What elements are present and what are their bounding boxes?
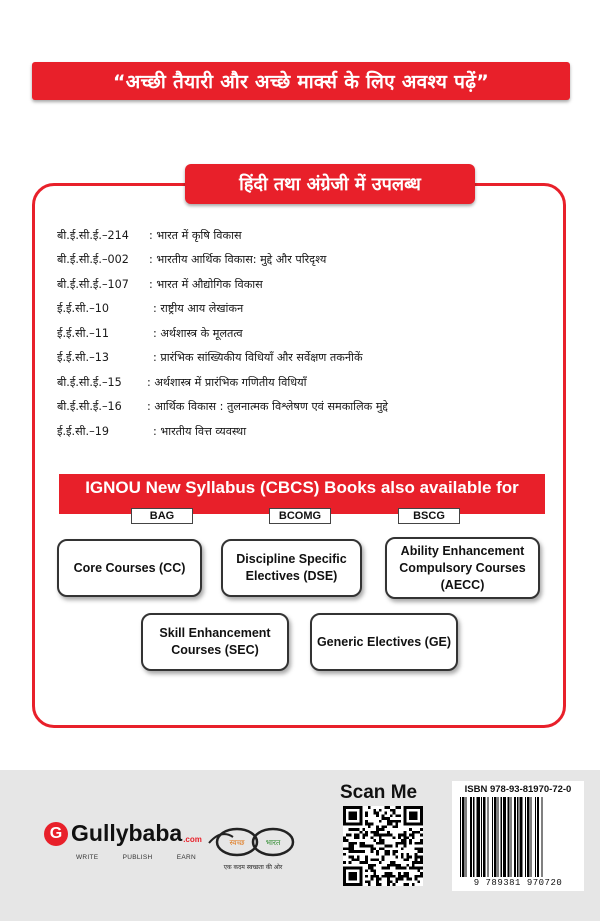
book-code: बी.ई.सी.ई.–15 <box>57 375 122 389</box>
book-title: : भारत में औद्योगिक विकास <box>149 277 263 291</box>
barcode-icon <box>458 797 578 877</box>
tagline-text: “अच्छी तैयारी और अच्छे मार्क्स के लिए अवश्य पढ़ें” <box>112 71 490 93</box>
swachh-right-text: भारत <box>265 838 281 847</box>
swachh-bharat-logo-icon <box>205 815 297 875</box>
book-title: : भारतीय आर्थिक विकास: मुद्दे और परिदृश्य <box>149 253 327 267</box>
gullybaba-g-icon: G <box>44 822 68 846</box>
isbn-digits: 9 789381 970720 <box>473 878 563 888</box>
program-badge-bcomg: BCOMG <box>269 508 331 524</box>
book-item <box>57 248 388 273</box>
isbn-label: ISBN 978-93-81970-72-0 <box>464 784 572 795</box>
brand-taglines <box>76 854 196 861</box>
book-title: : अर्थशास्त्र में प्रारंभिक गणितीय विधियाँ <box>147 375 307 389</box>
book-code: बी.ई.सी.ई.–002 <box>57 253 129 267</box>
swachh-left-text: स्वच्छ <box>229 838 245 847</box>
swachh-motto: एक कदम स्वच्छता की ओर <box>223 864 283 871</box>
available-books-frame <box>32 174 566 728</box>
course-box-cc: Core Courses (CC) <box>57 539 202 597</box>
book-title: : राष्ट्रीय आय लेखांकन <box>153 302 244 316</box>
book-item <box>57 395 388 420</box>
book-code: बी.ई.सी.ई.–107 <box>57 277 129 291</box>
book-code: ई.ई.सी.–10 <box>57 302 109 316</box>
ignou-heading: IGNOU New Syllabus (CBCS) Books also available for <box>59 474 545 514</box>
tagline-earn: EARN <box>176 854 196 861</box>
book-item <box>57 321 388 346</box>
qr-code-icon <box>343 806 423 886</box>
gullybaba-logo <box>44 820 202 847</box>
program-badge-bag: BAG <box>131 508 193 524</box>
book-code: बी.ई.सी.ई.–16 <box>57 400 122 414</box>
course-box-sec: Skill Enhancement Courses (SEC) <box>141 613 289 671</box>
program-badge-bscg: BSCG <box>398 508 460 524</box>
tagline-write: WRITE <box>76 854 99 861</box>
brand-name: Gullybaba <box>71 820 183 846</box>
book-code: ई.ई.सी.–13 <box>57 351 109 365</box>
tagline-publish: PUBLISH <box>122 854 153 861</box>
book-item <box>57 419 388 444</box>
book-title: : आर्थिक विकास : तुलनात्मक विश्लेषण एवं समकालिक मुद्दे <box>147 400 388 414</box>
course-box-aecc: Ability Enhancement Compulsory Courses (AECC) <box>385 537 540 599</box>
back-cover-footer <box>0 770 600 921</box>
book-title: : भारत में कृषि विकास <box>149 228 242 242</box>
book-title: : अर्थशास्त्र के मूलतत्व <box>153 326 243 340</box>
book-item <box>57 223 388 248</box>
book-code: ई.ई.सी.–11 <box>57 326 109 340</box>
isbn-block <box>452 781 584 891</box>
course-box-ge: Generic Electives (GE) <box>310 613 458 671</box>
book-title: : भारतीय वित्त व्यवस्था <box>153 424 247 438</box>
course-box-dse: Discipline Specific Electives (DSE) <box>221 539 362 597</box>
scan-me-label: Scan Me <box>340 782 418 803</box>
book-item <box>57 346 388 371</box>
tagline-banner <box>32 62 570 100</box>
book-item <box>57 370 388 395</box>
brand-suffix: .com <box>183 835 202 844</box>
book-item <box>57 272 388 297</box>
book-item <box>57 297 388 322</box>
book-code: ई.ई.सी.–19 <box>57 424 109 438</box>
book-list <box>57 223 388 444</box>
book-code: बी.ई.सी.ई.–214 <box>57 228 129 242</box>
book-title: : प्रारंभिक सांख्यिकीय विधियाँ और सर्वेक्षण तकनीकें <box>153 351 363 365</box>
section-title: हिंदी तथा अंग्रेजी में उपलब्ध <box>185 164 475 204</box>
